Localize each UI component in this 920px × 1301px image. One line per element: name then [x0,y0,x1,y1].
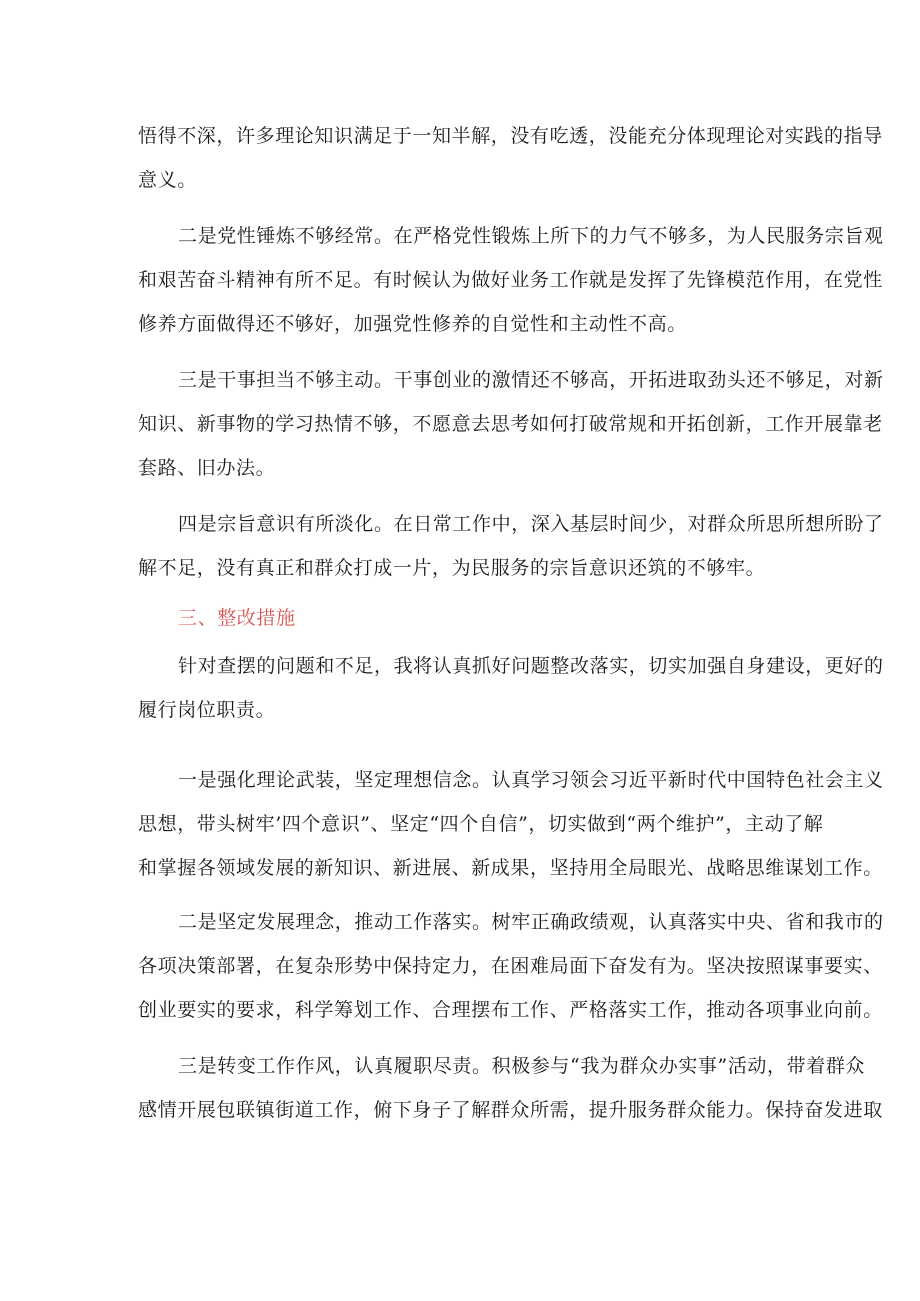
paragraph-theory [138,758,884,890]
text-line: 二是党性锤炼不够经常。在严格党性锻炼上所下的力气不够多，为人民服务宗旨观 [178,225,884,247]
text-line: 三是干事担当不够主动。干事创业的激情还不够高，开拓进取劲头还不够足，对新 [178,369,884,391]
text-line: 三是转变工作作风，认真履职尽责。积极参与“我为群众办实事”活动，带着群众 [178,1055,866,1077]
paragraph-continuation [138,114,883,202]
text-line: 修养方面做得还不够好，加强党性修养的自觉性和主动性不高。 [138,313,687,335]
paragraph-purpose [138,502,884,590]
text-line: 针对查摆的问题和不足，我将认真抓好问题整改落实，切实加强自身建设，更好的 [178,655,884,677]
text-line: 感情开展包联镇街道工作，俯下身子了解群众所需，提升服务群众能力。保持奋发进取 [138,1099,883,1121]
text-line: 解不足，没有真正和群众打成一片，为民服务的宗旨意识还筑的不够牢。 [138,557,766,579]
text-line: 悟得不深，许多理论知识满足于一知半解，没有吃透，没能充分体现理论对实践的指导 [138,125,883,147]
section-heading: 三、整改措施 [178,607,296,629]
text-line: 思想，带头树牢’四个意识”、坚定“四个自信”，切实做到“两个维护”，主动了解 [138,813,824,835]
text-line: 履行岗位职责。 [138,699,276,721]
text-line: 意义。 [138,169,197,191]
text-line: 四是宗旨意识有所淡化。在日常工作中，深入基层时间少，对群众所思所想所盼了 [178,513,884,535]
text-line: 二是坚定发展理念，推动工作落实。树牢正确政绩观，认真落实中央、省和我市的 [178,911,884,933]
text-line: 各项决策部署，在复杂形势中保持定力，在困难局面下奋发有为。坚决按照谋事要实、 [138,955,883,977]
text-line: 一是强化理论武装，坚定理想信念。认真学习领会习近平新时代中国特色社会主义 [178,769,884,791]
paragraph-initiative [138,358,884,490]
text-line: 套路、旧办法。 [138,457,276,479]
text-line: 和艰苦奋斗精神有所不足。有时候认为做好业务工作就是发挥了先锋模范作用，在党性 [138,269,883,291]
paragraph-development [138,900,884,1032]
text-line: 和掌握各领域发展的新知识、新进展、新成果，坚持用全局眼光、战略思维谋划工作。 [138,857,883,879]
text-line: 创业要实的要求，科学筹划工作、合理摆布工作、严格落实工作，推动各项事业向前。 [138,999,883,1021]
paragraph-work-style [138,1044,883,1132]
text-line: 知识、新事物的学习热情不够，不愿意去思考如何打破常规和开拓创新，工作开展靠老 [138,413,883,435]
paragraph-rectification-intro [138,644,884,732]
paragraph-party-spirit [138,214,884,346]
